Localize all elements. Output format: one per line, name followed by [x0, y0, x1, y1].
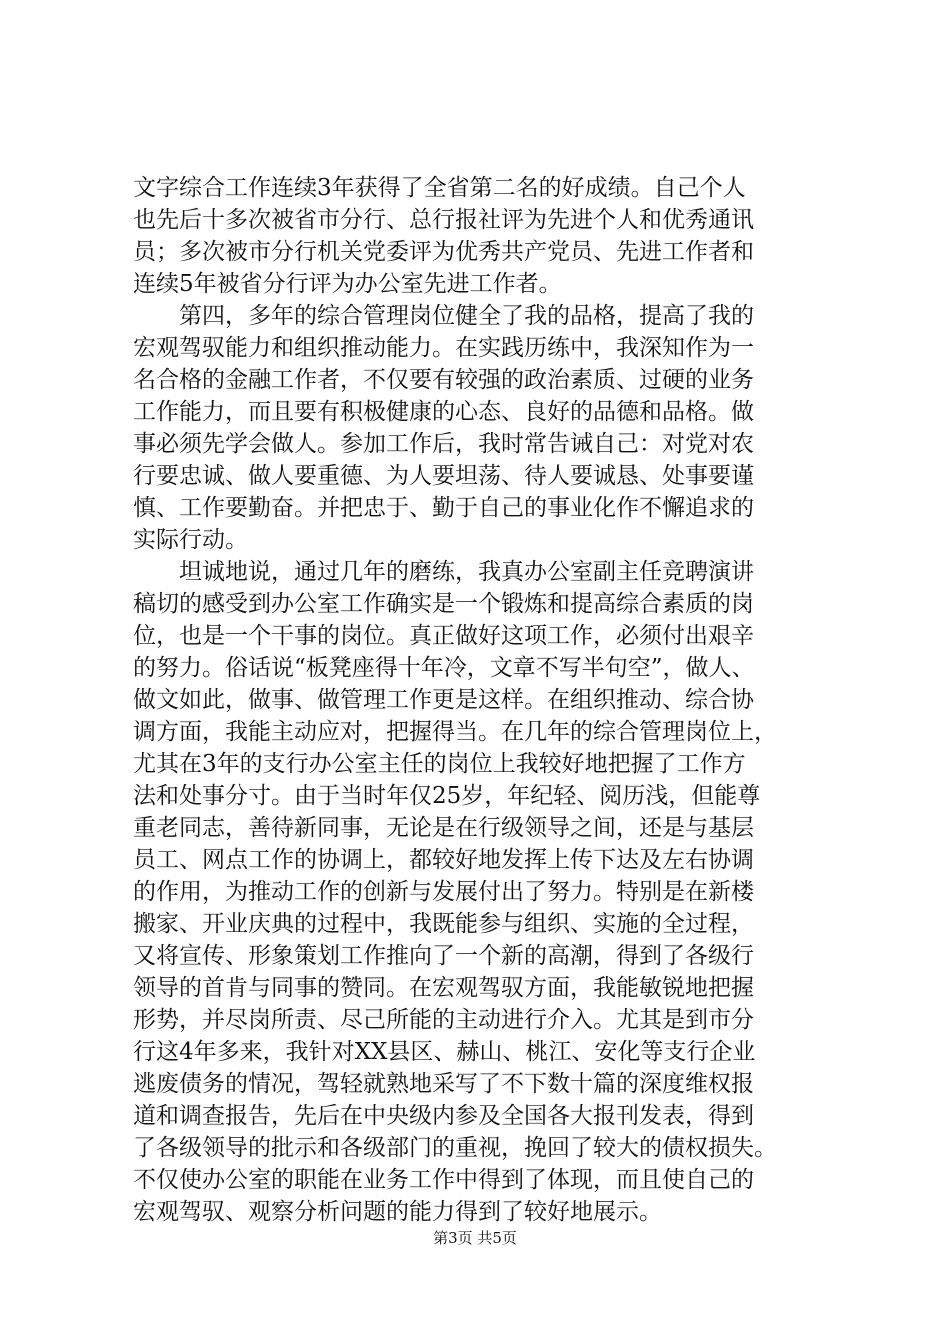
text-line: 位，也是一个干事的岗位。真正做好这项工作，必须付出艰辛: [133, 623, 754, 649]
text-line: 行这4年多来，我针对XX县区、赫山、桃江、安化等支行企业: [133, 1039, 756, 1065]
text-line: 事必须先学会做人。参加工作后，我时常告诫自己：对党对农: [133, 431, 754, 457]
text-line: 第四，多年的综合管理岗位健全了我的品格，提高了我的: [133, 303, 754, 329]
text-line: 道和调查报告，先后在中央级内参及全国各大报刊发表，得到: [133, 1103, 754, 1129]
text-line: 名合格的金融工作者，不仅要有较强的政治素质、过硬的业务: [133, 367, 754, 393]
text-line: 不仅使办公室的职能在业务工作中得到了体现，而且使自己的: [133, 1167, 754, 1193]
text-line: 连续5年被省分行评为办公室先进工作者。: [133, 271, 562, 297]
text-line: 文字综合工作连续3年获得了全省第二名的好成绩。自己个人: [133, 175, 746, 201]
text-line: 员工、网点工作的协调上，都较好地发挥上传下达及左右协调: [133, 847, 754, 873]
page-number: 第3页 共5页: [433, 1229, 517, 1247]
text-line: 稿切的感受到办公室工作确实是一个锻炼和提高综合素质的岗: [133, 591, 754, 617]
text-line: 宏观驾驭、观察分析问题的能力得到了较好地展示。: [133, 1199, 662, 1225]
text-line: 宏观驾驭能力和组织推动能力。在实践历练中，我深知作为一: [133, 335, 754, 361]
text-line: 工作能力，而且要有积极健康的心态、良好的品德和品格。做: [133, 399, 754, 425]
text-line: 重老同志，善待新同事，无论是在行级领导之间，还是与基层: [133, 815, 754, 841]
text-line: 做文如此，做事、做管理工作更是这样。在组织推动、综合协: [133, 687, 754, 713]
text-line: 法和处事分寸。由于当时年仅25岁，年纪轻、阅历浅，但能尊: [133, 783, 761, 809]
text-line: 坦诚地说，通过几年的磨练，我真办公室副主任竞聘演讲: [133, 559, 754, 585]
text-line: 领导的首肯与同事的赞同。在宏观驾驭方面，我能敏锐地把握: [133, 975, 754, 1001]
text-line: 的努力。俗话说“板凳座得十年冷，文章不写半句空”，做人、: [133, 655, 755, 681]
text-line: 尤其在3年的支行办公室主任的岗位上我较好地把握了工作方: [133, 751, 746, 777]
text-line: 搬家、开业庆典的过程中，我既能参与组织、实施的全过程，: [133, 911, 754, 937]
text-line: 慎、工作要勤奋。并把忠于、勤于自己的事业化作不懈追求的: [133, 495, 754, 521]
text-line: 又将宣传、形象策划工作推向了一个新的高潮，得到了各级行: [133, 943, 754, 969]
text-line: 也先后十多次被省市分行、总行报社评为先进个人和优秀通讯: [133, 207, 754, 233]
text-line: 行要忠诚、做人要重德、为人要坦荡、待人要诚恳、处事要谨: [133, 463, 754, 489]
page-footer: [0, 1228, 950, 1248]
text-line: 逃废债务的情况，驾轻就熟地采写了不下数十篇的深度维权报: [133, 1071, 754, 1097]
text-line: 员；多次被市分行机关党委评为优秀共产党员、先进工作者和: [133, 239, 754, 265]
text-line: 调方面，我能主动应对，把握得当。在几年的综合管理岗位上，: [133, 719, 777, 745]
text-line: 的作用，为推动工作的创新与发展付出了努力。特别是在新楼: [133, 879, 754, 905]
text-line: 了各级领导的批示和各级部门的重视，挽回了较大的债权损失。: [133, 1135, 777, 1161]
text-line: 形势，并尽岗所责、尽己所能的主动进行介入。尤其是到市分: [133, 1007, 754, 1033]
text-line: 实际行动。: [133, 527, 248, 553]
body-text: [133, 172, 833, 1228]
